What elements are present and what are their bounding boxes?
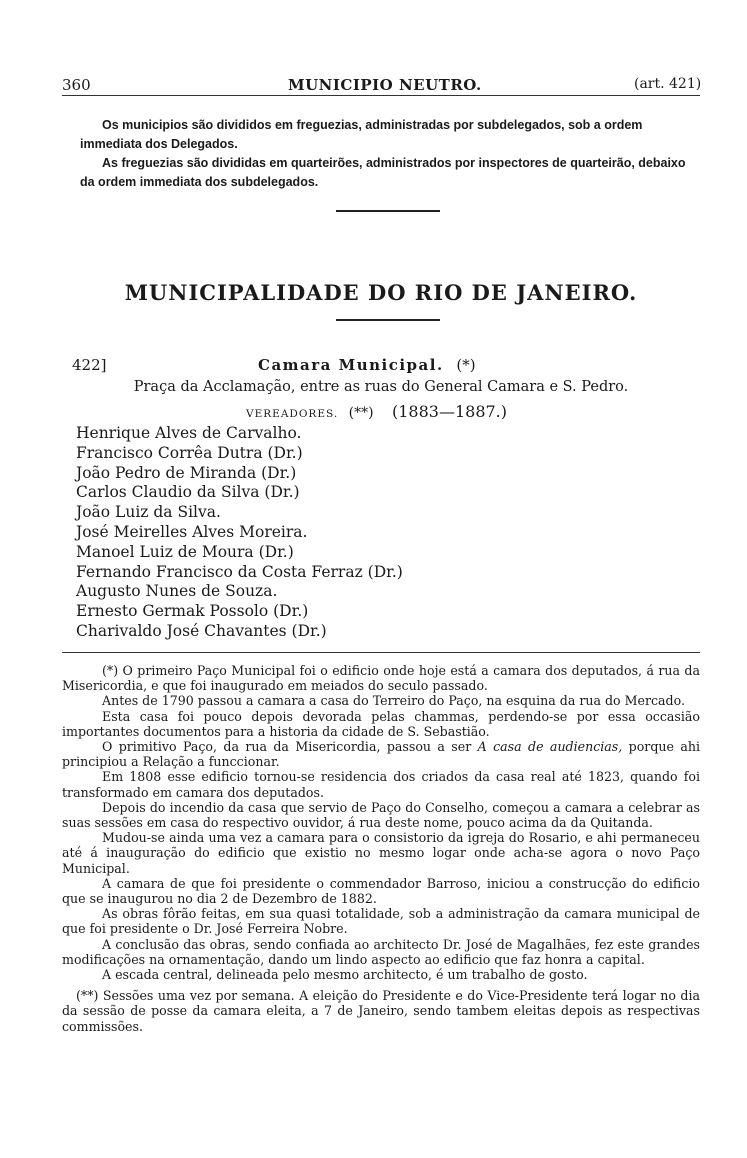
header-rule (62, 95, 700, 96)
footnote-rule (62, 652, 700, 653)
intro-paragraph: Os municipios são divididos em freguezias, administradas por subdelegados, sob a ordem immediata dos Delegados. (80, 118, 643, 151)
section-divider (336, 210, 440, 212)
footnote-paragraph: (*) O primeiro Paço Municipal foi o edificio onde hoje está a camara dos deputados, á rua da Misericordia, e que foi inaugurado em meiados do seculo passado. (62, 663, 700, 694)
footnote-paragraph: Mudou-se ainda uma vez a camara para o consistorio da igreja do Rosario, e ahi permaneceu até á inauguração do edificio que existio no mesmo logar onde acha-se agora o novo Paço Municipal. (62, 830, 700, 876)
vereadores-label: VEREADORES. (246, 408, 339, 420)
member-name: Manoel Luiz de Moura (Dr.) (76, 542, 294, 561)
term-years: (1883—1887.) (392, 402, 508, 421)
footnote-paragraph: (**) Sessões uma vez por semana. A eleição do Presidente e do Vice-Presidente terá logar no dia da sessão de posse da camara eleita, a 7 de Janeiro, sendo tambem eleitas depois as respectivas commissões. (62, 988, 700, 1034)
member-name: Ernesto Germak Possolo (Dr.) (76, 602, 309, 621)
member-name: Charivaldo José Chavantes (Dr.) (76, 621, 327, 640)
footnote-marker: (*) (456, 356, 476, 374)
member-name: Francisco Corrêa Dutra (Dr.) (76, 443, 303, 462)
footnote-paragraph: Antes de 1790 passou a camara a casa do Terreiro do Paço, na esquina da rua do Mercado. (102, 693, 685, 709)
member-name: Henrique Alves de Carvalho. (76, 424, 302, 442)
footnote-text: O primitivo Paço, da rua da Misericordia, passou a ser (102, 739, 472, 755)
member-name: Augusto Nunes de Souza. (76, 582, 278, 601)
footnote-marker: (**) (348, 405, 374, 421)
article-reference: (art. 421) (634, 76, 702, 92)
member-name: Carlos Claudio da Silva (Dr.) (76, 483, 300, 502)
item-number: 422] (72, 356, 107, 374)
footnote-text: porque ahi principiou a Relação a funccionar. (62, 739, 700, 770)
members-list (76, 424, 403, 642)
member-name: João Pedro de Miranda (Dr.) (76, 463, 297, 482)
footnote-paragraph: Esta casa foi pouco depois devorada pelas chammas, perdendo-se por essa occasião importantes documentos para a historia da cidade de S. Sebastião. (62, 708, 700, 739)
footnote-paragraph: A conclusão das obras, sendo confiada ao architecto Dr. José de Magalhães, fez este grandes modificações na ornamentação, dando um lindo aspecto ao edificio que faz honra a capital. (62, 936, 700, 967)
member-name: Fernando Francisco da Costa Ferraz (Dr.) (76, 562, 403, 581)
subsection-title (258, 356, 476, 374)
footnote-paragraph: Depois do incendio da casa que servio de Paço do Conselho, começou a camara a celebrar as suas sessões em casa do respectivo ouvidor, á rua deste nome, pouco acima da da Quitanda. (62, 799, 700, 831)
vereadores-line (246, 402, 507, 421)
intro-paragraph: As freguezias são divididas em quarteirões, administrados por inspectores de quarteirão, debaixo da ordem immediata dos subdelegados. (80, 156, 686, 189)
footnote-paragraph (62, 739, 700, 769)
title-divider (336, 319, 440, 321)
page-number: 360 (62, 76, 91, 94)
footnote-italic: A casa de audiencias, (477, 739, 623, 755)
address-line: Praça da Acclamação, entre as ruas do General Camara e S. Pedro. (133, 379, 629, 395)
subsection-title-text: Camara Municipal. (258, 356, 444, 374)
running-title: MUNICIPIO NEUTRO. (288, 76, 482, 94)
footnote-paragraph: A camara de que foi presidente o commendador Barroso, iniciou a construcção do edificio que se inaugurou no dia 2 de Dezembro de 1882. (62, 875, 700, 907)
footnote-paragraph: Em 1808 esse edificio tornou-se residencia dos criados da casa real até 1823, quando foi transformado em camara dos deputados. (62, 769, 700, 800)
member-name: João Luiz da Silva. (76, 503, 221, 522)
intro-text (80, 116, 702, 192)
footnote-paragraph: A escada central, delineada pelo mesmo architecto, é um trabalho de gosto. (102, 967, 588, 983)
member-name: José Meirelles Alves Moreira. (76, 522, 308, 541)
footnote-paragraph: As obras fôrão feitas, em sua quasi totalidade, sob a administração da camara municipal de que foi presidente o Dr. José Ferreira Nobre. (62, 906, 700, 937)
footnotes (62, 663, 700, 1034)
section-title: MUNICIPALIDADE DO RIO DE JANEIRO. (124, 280, 638, 305)
